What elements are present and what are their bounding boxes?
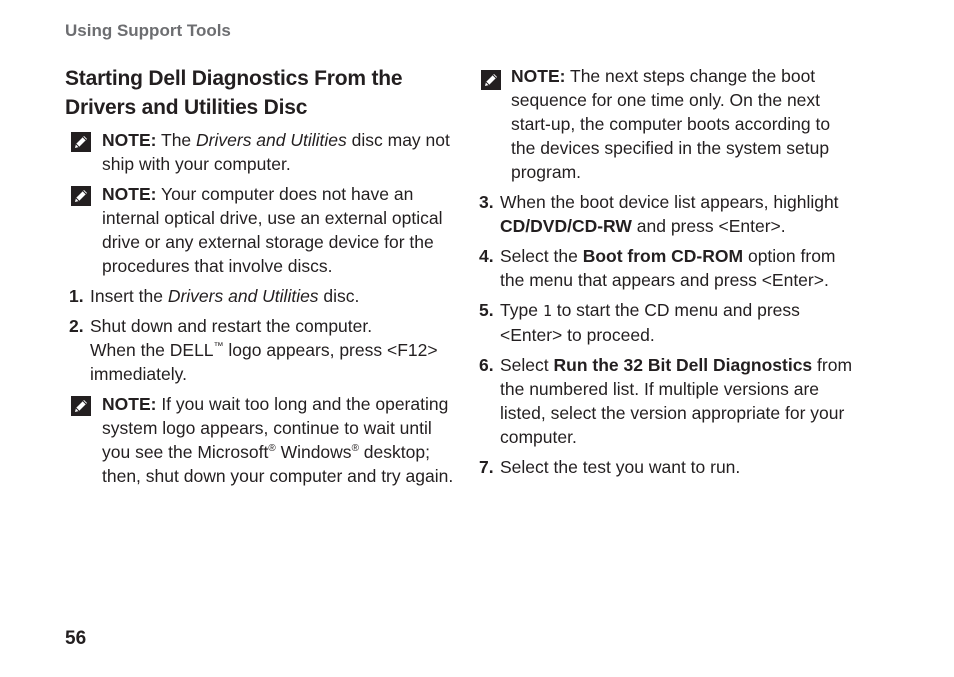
step-text: logo appears, press <F12> immediately. — [90, 340, 438, 384]
registered-symbol: ® — [351, 443, 359, 455]
step-number: 2. — [69, 316, 84, 336]
step-6 — [478, 353, 858, 449]
note-label: NOTE: — [102, 130, 157, 150]
note-text: The — [156, 130, 197, 150]
pencil-note-icon — [71, 132, 91, 152]
step-number: 6. — [479, 355, 494, 375]
note-text: Windows — [275, 442, 352, 462]
step-text: to start the CD menu and press <Enter> to proceed. — [500, 300, 800, 345]
step-text: from the numbered list. If multiple versions are listed, select the version appropriate for your computer. — [500, 355, 853, 447]
note-label: NOTE: — [102, 184, 157, 204]
pencil-note-icon — [481, 70, 501, 90]
step-text: option from the menu that appears and press <Enter>. — [500, 246, 836, 290]
step-text-bold: Run the 32 Bit Dell Diagnostics — [553, 355, 813, 375]
step-text: Shut down and restart the computer. — [90, 316, 373, 336]
step-3 — [478, 190, 858, 238]
step-1 — [65, 284, 455, 308]
registered-symbol: ® — [268, 443, 276, 455]
note-disc-may-not-ship — [65, 128, 455, 176]
step-text-code: 1 — [542, 302, 552, 320]
step-text-bold: Boot from CD-ROM — [582, 246, 744, 266]
note-wait-for-windows — [65, 392, 455, 488]
note-label: NOTE: — [102, 394, 157, 414]
note-no-optical-drive — [65, 182, 455, 278]
note-boot-sequence — [478, 64, 858, 184]
section-title-line1: Starting Dell Diagnostics From the — [65, 67, 403, 90]
step-number: 5. — [479, 300, 494, 320]
step-text: Insert the — [90, 286, 168, 306]
note-label: NOTE: — [511, 66, 566, 86]
step-4 — [478, 244, 858, 292]
step-text-italic: Drivers and Utilities — [167, 286, 319, 306]
step-number: 4. — [479, 246, 494, 266]
note-text: disc may not ship with your computer. — [102, 130, 450, 174]
trademark-symbol: ™ — [213, 341, 224, 353]
step-number: 1. — [69, 286, 84, 306]
step-text: and press <Enter>. — [631, 216, 786, 236]
step-text: disc. — [318, 286, 360, 306]
step-text: Select the test you want to run. — [500, 457, 741, 477]
left-column — [65, 64, 455, 494]
note-text: If you wait too long and the operating system logo appears, continue to wait until you see the Microsoft — [102, 394, 449, 462]
step-text: When the boot device list appears, highlight — [500, 192, 839, 212]
step-2 — [65, 314, 455, 386]
step-text: Select — [500, 355, 554, 375]
right-column — [478, 64, 858, 485]
note-text: The next steps change the boot sequence for one time only. On the next start-up, the computer boots according to the devices specified in the system setup program. — [511, 66, 831, 182]
pencil-note-icon — [71, 396, 91, 416]
step-number: 7. — [479, 457, 494, 477]
section-title — [65, 64, 455, 122]
step-text: Type — [500, 300, 543, 320]
note-text: Your computer does not have an internal optical drive, use an external optical drive or any external storage device for the procedures that involve discs. — [102, 184, 443, 276]
step-7 — [478, 455, 858, 479]
step-5 — [478, 298, 858, 347]
note-text: desktop; then, shut down your computer and try again. — [102, 442, 454, 486]
section-title-line2: Drivers and Utilities Disc — [65, 96, 308, 119]
step-text: When the DELL — [90, 340, 214, 360]
note-text-italic: Drivers and Utilities — [196, 130, 347, 150]
pencil-note-icon — [71, 186, 91, 206]
step-text-continued — [90, 338, 455, 386]
step-text: Select the — [500, 246, 583, 266]
step-number: 3. — [479, 192, 494, 212]
page-number: 56 — [65, 628, 87, 649]
step-text-bold: CD/DVD/CD-RW — [500, 216, 632, 236]
section-header: Using Support Tools — [65, 21, 231, 40]
